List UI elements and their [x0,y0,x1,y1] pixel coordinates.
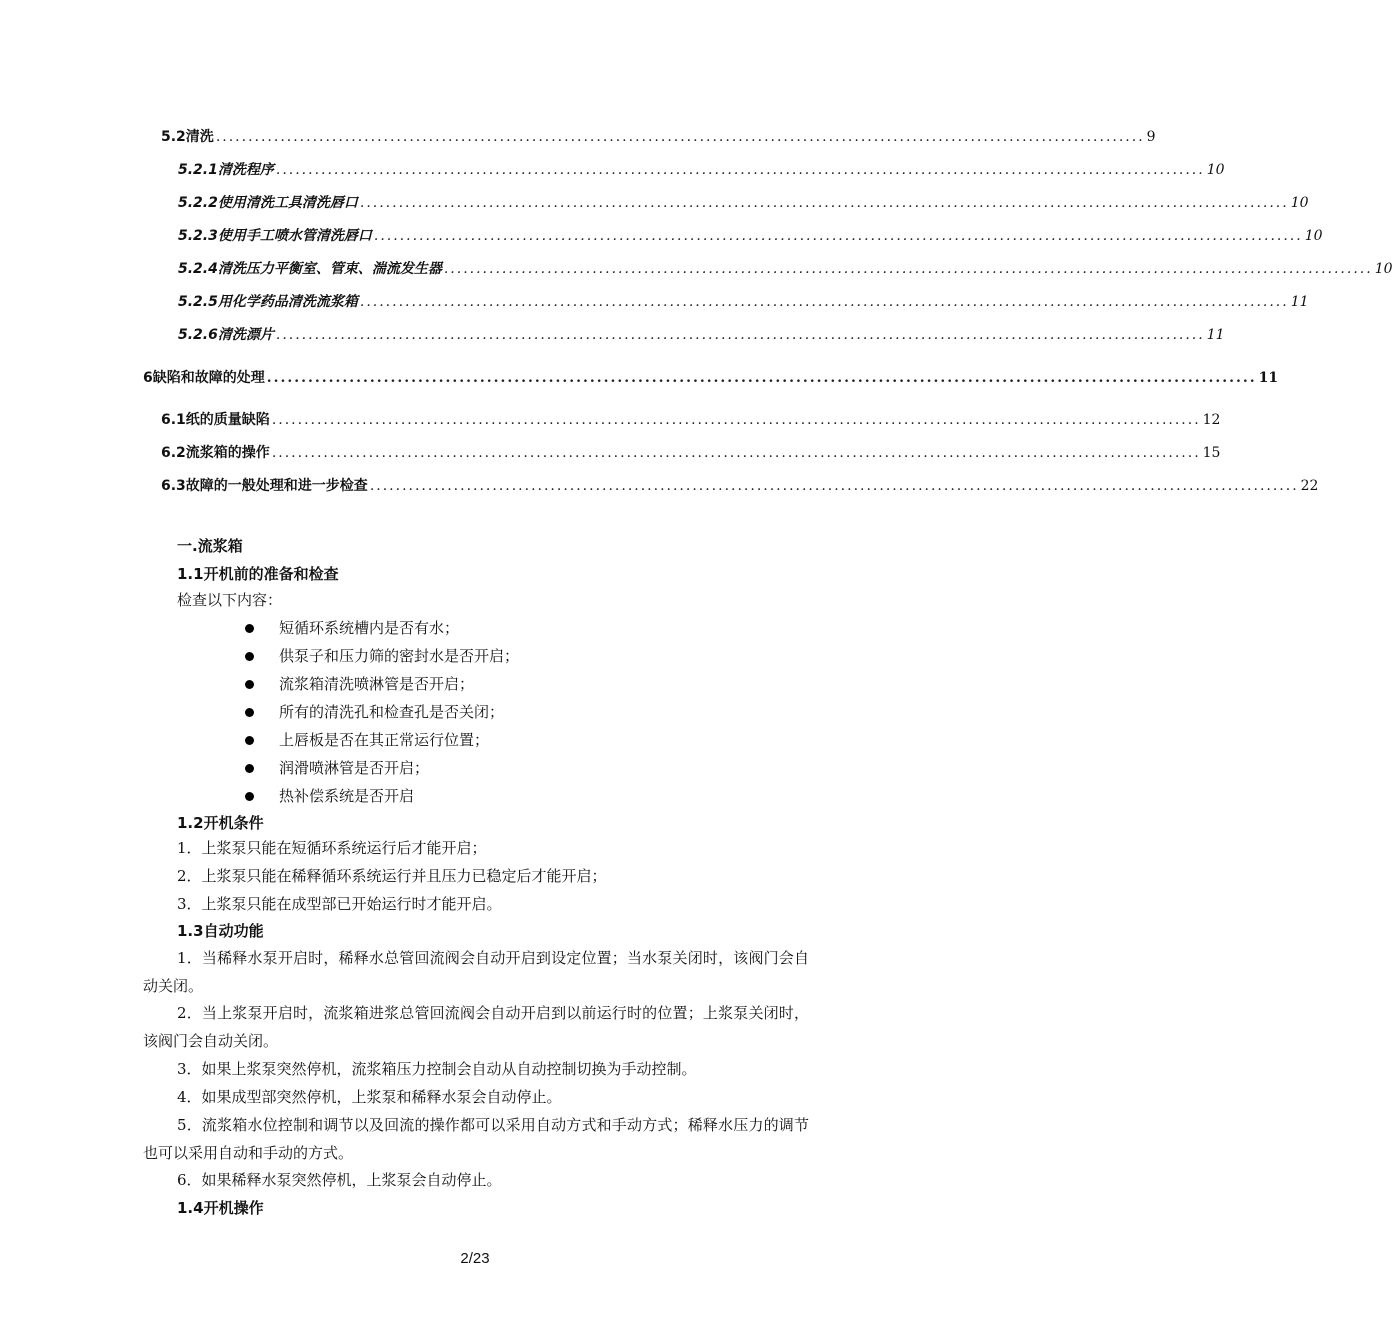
paragraph: 2．上浆泵只能在稀释循环系统运行并且压力已稳定后才能开启； [177,867,607,885]
list-item-text: 供泵子和压力筛的密封水是否开启； [279,647,520,665]
bullet-icon [245,736,254,745]
toc-entry-title: 5.2.1清洗程序 [178,162,274,178]
toc-entry-title: 6.1纸的质量缺陷 [161,412,270,428]
list-item [245,757,429,779]
bullet-icon [245,708,254,717]
paragraph: 3．如果上浆泵突然停机，流浆箱压力控制会自动从自动控制切换为手动控制。 [177,1060,697,1078]
list-item-text: 上唇板是否在其正常运行位置； [279,731,490,749]
subsection-title: 1.1开机前的准备和检查 [177,565,339,583]
toc-entry-title: 6缺陷和故障的处理 [143,370,265,386]
toc-entry[interactable] [178,160,1225,180]
list-item-text: 润滑喷淋管是否开启； [279,759,430,777]
toc-entry-title: 6.3故障的一般处理和进一步检查 [161,478,368,494]
toc-entry[interactable] [161,443,1221,463]
toc-entry-title: 5.2.6清洗漂片 [178,327,274,343]
toc-leader-dots: ................................................................................................................................................ [215,129,1145,145]
paragraph: 1．上浆泵只能在短循环系统运行后才能开启； [177,839,487,857]
paragraph: 5．流浆箱水位控制和调节以及回流的操作都可以采用自动方式和手动方式；稀释水压力的调节也可以采用自动和手动的方式。 [143,1116,809,1162]
toc-entry-page: 11 [1290,294,1309,310]
toc-entry-page: 15 [1202,445,1221,461]
subsection-title: 1.4开机操作 [177,1199,264,1217]
bullet-icon [245,792,254,801]
list-item [245,785,414,807]
subsection-title: 1.3自动功能 [177,922,264,940]
toc-entry-title: 5.2.5用化学药品清洗流浆箱 [178,294,358,310]
toc-entry[interactable] [143,368,1279,388]
toc-entry-title: 5.2.4清洗压力平衡室、管束、湍流发生器 [178,261,442,277]
list-item [245,729,489,751]
toc-entry[interactable] [178,226,1323,246]
page-number: 2/23 [460,1250,490,1267]
toc-entry[interactable] [161,127,1156,147]
bullet-icon [245,680,254,689]
toc-entry[interactable] [178,292,1309,312]
list-item-text: 流浆箱清洗喷淋管是否开启； [279,675,475,693]
toc-entry[interactable] [161,476,1319,496]
paragraph: 2．当上浆泵开启时，流浆箱进浆总管回流阀会自动开启到以前运行时的位置；上浆泵关闭时，该阀门会自动关闭。 [143,1004,809,1050]
list-item-text: 热补偿系统是否开启 [279,787,415,805]
list-item-text: 所有的清洗孔和检查孔是否关闭； [279,703,505,721]
paragraph: 1．当稀释水泵开启时，稀释水总管回流阀会自动开启到设定位置；当水泵关闭时，该阀门会自动关闭。 [143,949,809,995]
toc-entry-title: 5.2.2使用清洗工具清洗唇口 [178,195,358,211]
toc-entry-title: 5.2清洗 [161,129,214,145]
toc-entry-title: 5.2.3使用手工喷水管清洗唇口 [178,228,372,244]
toc-leader-dots: ................................................................................................................................................ [359,294,1289,310]
toc-entry-page: 12 [1202,412,1221,428]
toc-leader-dots: ................................................................................................................................................ [275,162,1205,178]
toc-leader-dots: ................................................................................................................................................ [271,412,1201,428]
toc-entry-title: 6.2流浆箱的操作 [161,445,270,461]
toc-leader-dots: ................................................................................................................................................ [443,261,1373,277]
toc-entry-page: 10 [1206,162,1225,178]
toc-entry[interactable] [178,259,1393,279]
list-item [245,701,504,723]
toc-entry-page: 22 [1300,478,1319,494]
list-item [245,645,519,667]
toc-entry-page: 9 [1146,129,1156,145]
toc-leader-dots: ................................................................................................................................................ [275,327,1205,343]
paragraph: 6．如果稀释水泵突然停机，上浆泵会自动停止。 [177,1171,502,1189]
section-title: 一.流浆箱 [177,537,243,555]
paragraph: 检查以下内容： [177,591,283,609]
toc-leader-dots: ................................................................................................................................................ [359,195,1289,211]
bullet-icon [245,652,254,661]
toc-entry-page: 11 [1206,327,1225,343]
toc-leader-dots: ................................................................................................................................................ [373,228,1303,244]
toc-entry[interactable] [178,325,1225,345]
toc-leader-dots: ................................................................................................................................................ [266,370,1257,386]
toc-entry-page: 11 [1258,370,1279,386]
bullet-icon [245,764,254,773]
toc-entry-page: 10 [1290,195,1309,211]
paragraph: 3．上浆泵只能在成型部已开始运行时才能开启。 [177,895,502,913]
list-item [245,617,459,639]
toc-entry-page: 10 [1304,228,1323,244]
list-item [245,673,474,695]
toc-entry-page: 10 [1374,261,1393,277]
subsection-title: 1.2开机条件 [177,814,264,832]
toc-entry[interactable] [178,193,1309,213]
list-item-text: 短循环系统槽内是否有水； [279,619,460,637]
bullet-icon [245,624,254,633]
toc-entry[interactable] [161,410,1221,430]
paragraph: 4．如果成型部突然停机，上浆泵和稀释水泵会自动停止。 [177,1088,562,1106]
toc-leader-dots: ................................................................................................................................................ [271,445,1201,461]
toc-leader-dots: ................................................................................................................................................ [369,478,1299,494]
